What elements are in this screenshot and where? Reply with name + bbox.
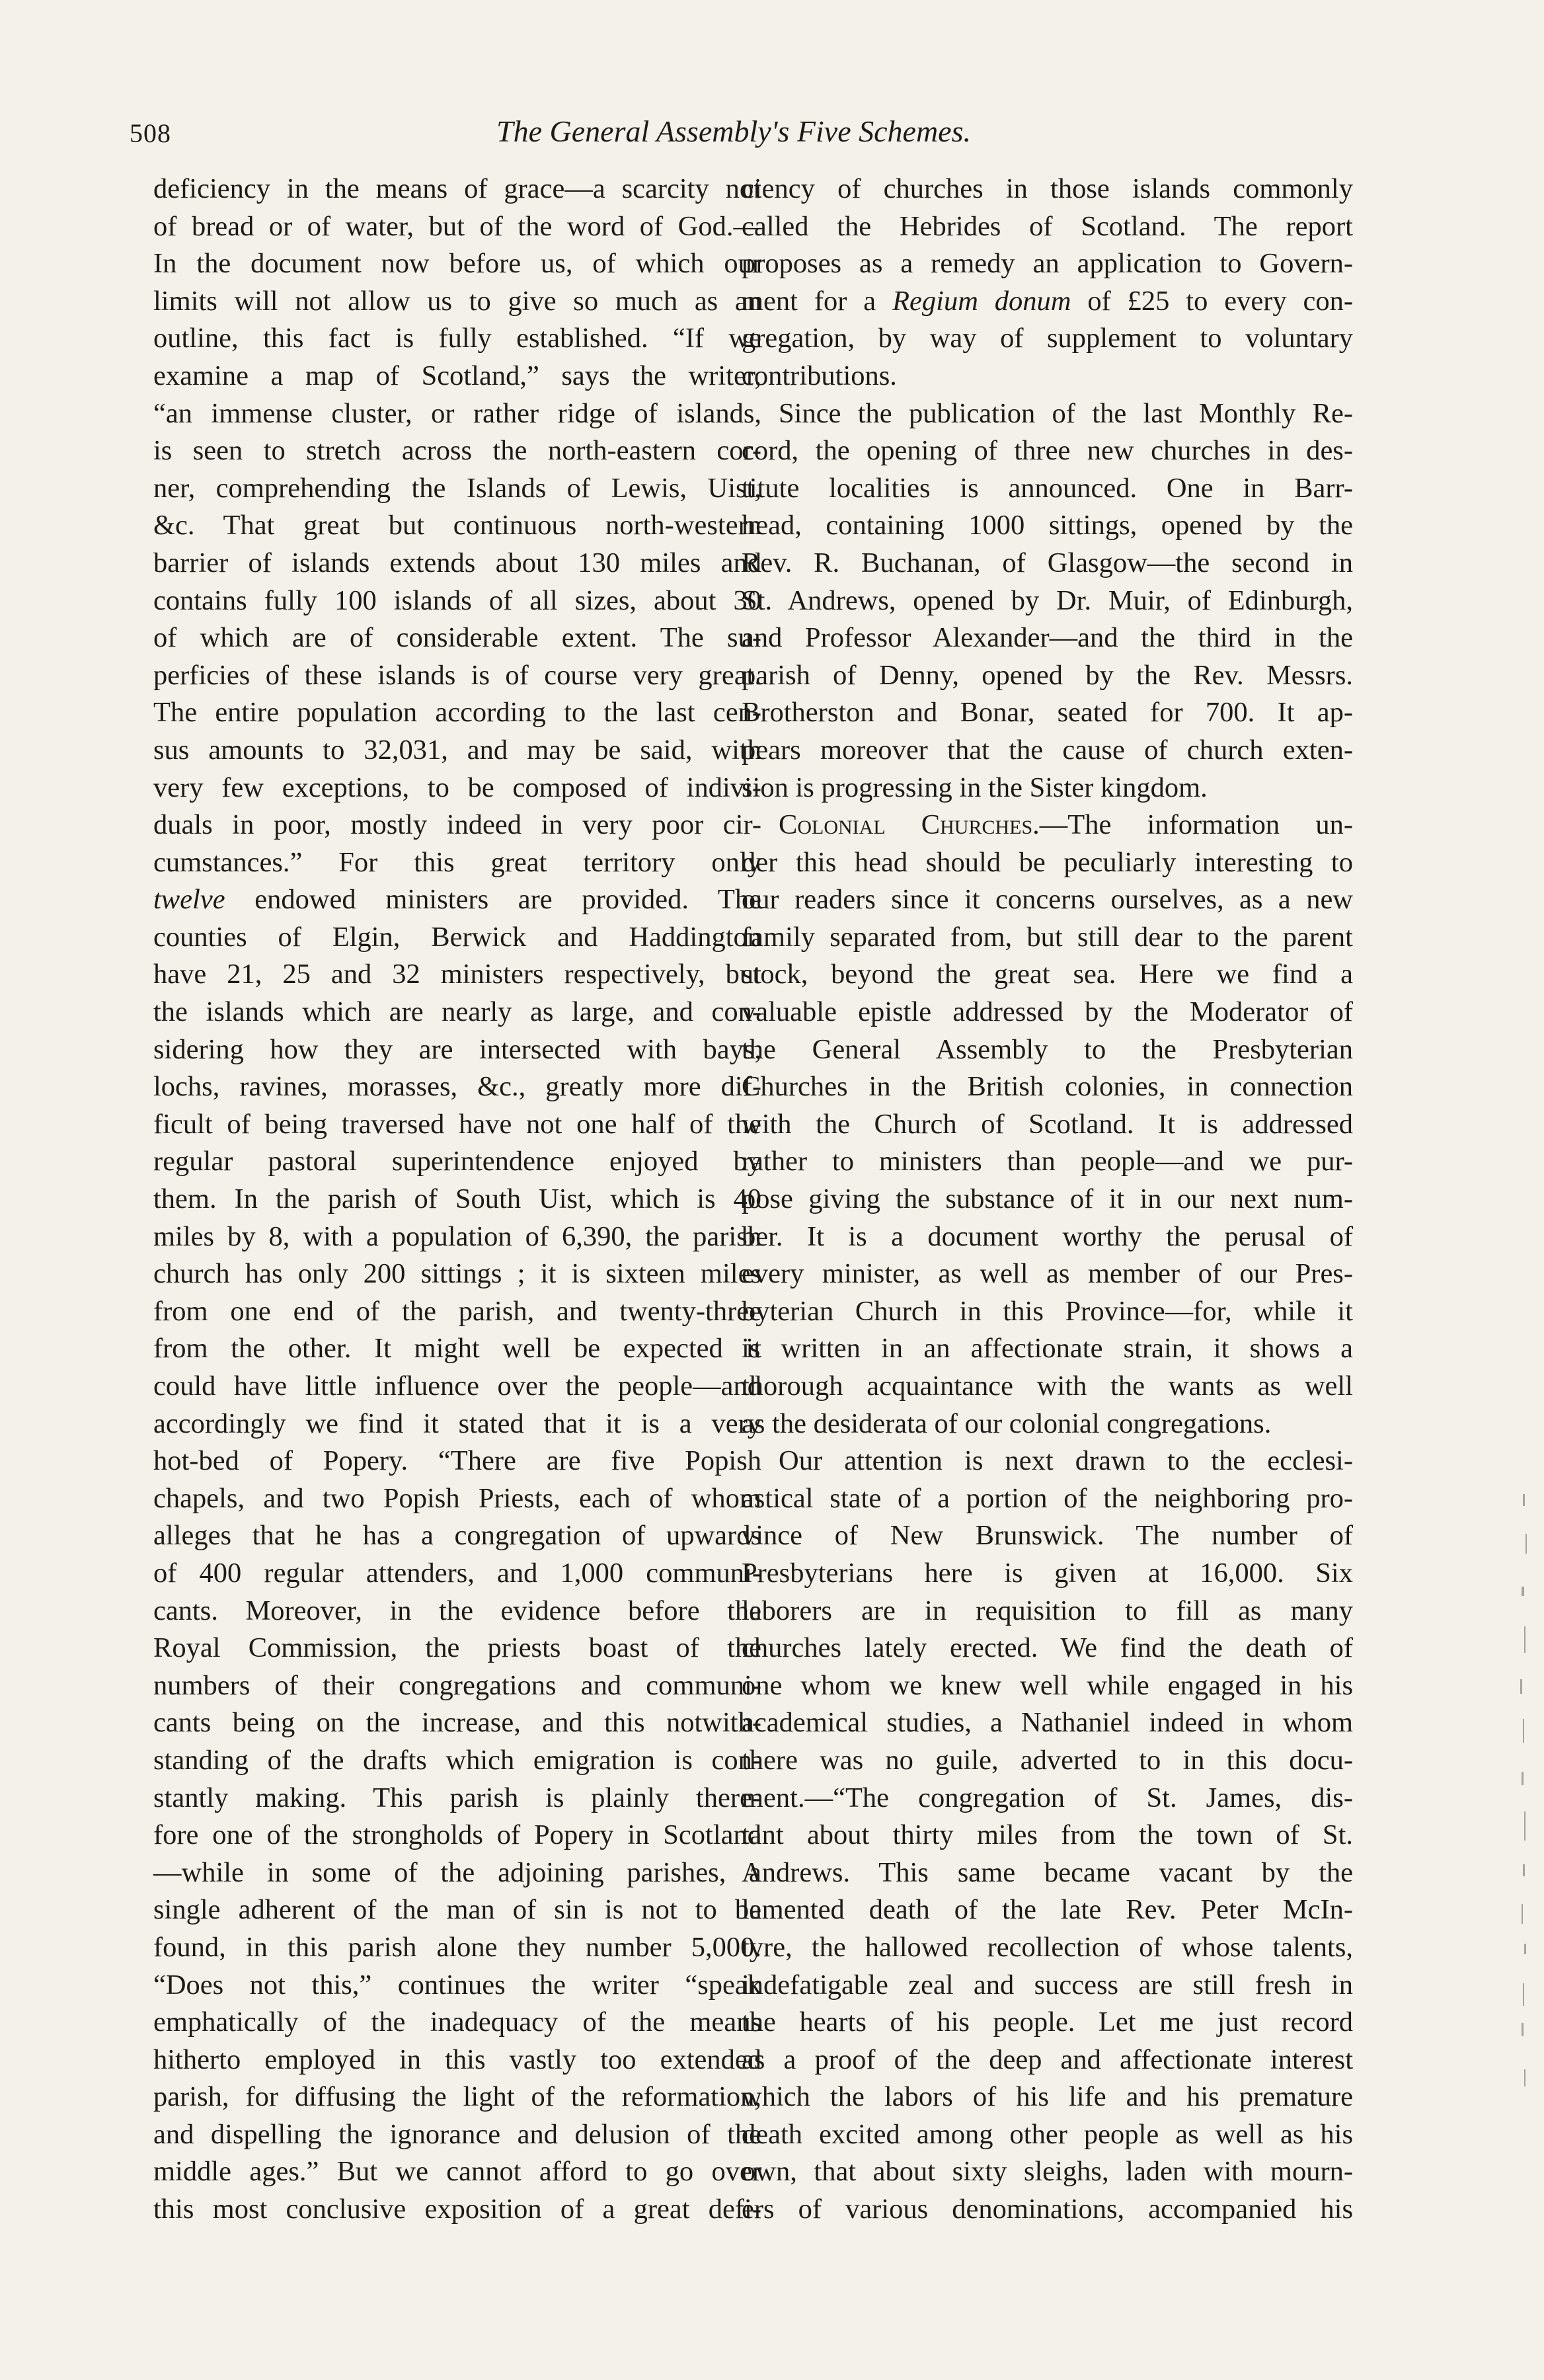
text-line: ber. It is a document worthy the perusal of bbox=[742, 1220, 1353, 1252]
text-line: der this head should be peculiarly interesting to bbox=[742, 846, 1353, 878]
text-line: pears moreover that the cause of church exten- bbox=[742, 734, 1353, 766]
text-line: outline, this fact is fully established. “If we bbox=[153, 323, 761, 354]
text-line: valuable epistle addressed by the Moderator of bbox=[742, 996, 1353, 1028]
text-line: thorough acquaintance with the wants as well bbox=[742, 1370, 1353, 1402]
text-line: &c. That great but continuous north-western bbox=[153, 510, 761, 541]
text-line: standing of the drafts which emigration is con- bbox=[153, 1744, 761, 1776]
text-line: numbers of their congregations and communi- bbox=[153, 1669, 761, 1701]
text-line: tant about thirty miles from the town of St. bbox=[742, 1819, 1353, 1851]
text-line: chapels, and two Popish Priests, each of whom bbox=[153, 1482, 761, 1514]
text-line: twelve endowed ministers are provided. The bbox=[153, 884, 761, 916]
text-line: ment for a Regium donum of £25 to every con- bbox=[742, 285, 1353, 317]
text-line: Presbyterians here is given at 16,000. Six bbox=[742, 1557, 1353, 1589]
text-line: is seen to stretch across the north-eastern cor- bbox=[153, 435, 761, 467]
text-line: pose giving the substance of it in our next num- bbox=[742, 1183, 1353, 1215]
text-line: contributions. bbox=[742, 360, 897, 391]
text-line: and Professor Alexander—and the third in the bbox=[742, 622, 1353, 654]
text-line: every minister, as well as member of our Pres- bbox=[742, 1258, 1353, 1290]
text-line: Our attention is next drawn to the ecclesi- bbox=[779, 1445, 1353, 1477]
text-line: miles by 8, with a population of 6,390, the parish bbox=[153, 1220, 761, 1252]
text-line: Andrews. This same became vacant by the bbox=[742, 1856, 1353, 1888]
text-line: lochs, ravines, morasses, &c., greatly more dif- bbox=[153, 1071, 761, 1103]
text-line: proposes as a remedy an application to Govern- bbox=[742, 248, 1353, 280]
text-line: very few exceptions, to be composed of indivi- bbox=[153, 772, 761, 803]
text-line: emphatically of the inadequacy of the means bbox=[153, 2006, 761, 2038]
text-line: tyre, the hallowed recollection of whose talents, bbox=[742, 1931, 1353, 1963]
text-line: sion is progressing in the Sister kingdom. bbox=[742, 772, 1208, 803]
text-line: —while in some of the adjoining parishes, a bbox=[153, 1856, 761, 1888]
text-line: sidering how they are intersected with bays, bbox=[153, 1033, 761, 1065]
text-line: gregation, by way of supplement to voluntary bbox=[742, 323, 1353, 354]
text-line: vince of New Brunswick. The number of bbox=[742, 1520, 1353, 1552]
text-line: could have little influence over the people—and bbox=[153, 1370, 761, 1402]
text-line: called the Hebrides of Scotland. The report bbox=[742, 210, 1353, 242]
text-line: duals in poor, mostly indeed in very poor cir- bbox=[153, 809, 761, 841]
text-line: ner, comprehending the Islands of Lewis, Uist, bbox=[153, 472, 761, 504]
text-line: hitherto employed in this vastly too extended bbox=[153, 2043, 761, 2075]
text-line: “Does not this,” continues the writer “speak bbox=[153, 1969, 761, 2001]
text-line: rather to ministers than people—and we pur- bbox=[742, 1146, 1353, 1177]
text-line: Since the publication of the last Monthly Re- bbox=[779, 397, 1353, 429]
right-column bbox=[742, 171, 1353, 2229]
text-line: which the labors of his life and his premature bbox=[742, 2081, 1353, 2113]
text-line: barrier of islands extends about 130 miles and bbox=[153, 547, 761, 578]
text-line: perficies of these islands is of course very great. bbox=[153, 659, 761, 691]
text-line: the hearts of his people. Let me just record bbox=[742, 2006, 1353, 2038]
scan-edge-noise bbox=[1465, 1256, 1544, 2380]
text-line: regular pastoral superintendence enjoyed by bbox=[153, 1146, 761, 1177]
text-line: our readers since it concerns ourselves, as a new bbox=[742, 884, 1353, 916]
text-line: Rev. R. Buchanan, of Glasgow—the second in bbox=[742, 547, 1353, 578]
text-line: St. Andrews, opened by Dr. Muir, of Edinburgh, bbox=[742, 584, 1353, 616]
text-line: middle ages.” But we cannot afford to go over bbox=[153, 2156, 761, 2188]
text-line: churches lately erected. We find the death of bbox=[742, 1632, 1353, 1664]
text-line: the islands which are nearly as large, and con- bbox=[153, 996, 761, 1028]
text-line: stock, beyond the great sea. Here we find a bbox=[742, 959, 1353, 990]
text-line: ficult of being traversed have not one half of the bbox=[153, 1108, 761, 1140]
text-line: ciency of churches in those islands commonly bbox=[742, 173, 1353, 204]
text-line: parish, for diffusing the light of the reformation, bbox=[153, 2081, 761, 2113]
page-number: 508 bbox=[130, 118, 171, 148]
text-line: lamented death of the late Rev. Peter McIn- bbox=[742, 1894, 1353, 1926]
text-line: fore one of the strongholds of Popery in Scotland bbox=[153, 1819, 761, 1851]
text-line: examine a map of Scotland,” says the writer, bbox=[153, 360, 761, 391]
text-line: counties of Elgin, Berwick and Haddington bbox=[153, 921, 761, 953]
text-line: accordingly we find it stated that it is a very bbox=[153, 1408, 761, 1439]
text-line: The entire population according to the last cen- bbox=[153, 697, 761, 729]
text-line: ment.—“The congregation of St. James, dis- bbox=[742, 1782, 1353, 1813]
text-line: of which are of considerable extent. The su- bbox=[153, 622, 761, 654]
text-line: there was no guile, adverted to in this docu- bbox=[742, 1744, 1353, 1776]
text-line: as the desiderata of our colonial congregations. bbox=[742, 1408, 1272, 1439]
text-line: is written in an affectionate strain, it shows a bbox=[742, 1333, 1353, 1365]
text-line: head, containing 1000 sittings, opened by the bbox=[742, 510, 1353, 541]
text-line: this most conclusive exposition of a great defi- bbox=[153, 2194, 761, 2225]
text-line: from the other. It might well be expected it bbox=[153, 1333, 761, 1365]
text-line: church has only 200 sittings ; it is sixteen miles bbox=[153, 1258, 761, 1290]
text-line: of bread or of water, but of the word of God.— bbox=[153, 210, 761, 242]
text-line: limits will not allow us to give so much as an bbox=[153, 285, 761, 317]
text-line: found, in this parish alone they number 5,000. bbox=[153, 1931, 761, 1963]
text-line: cord, the opening of three new churches in des- bbox=[742, 435, 1353, 467]
text-line: one whom we knew well while engaged in his bbox=[742, 1669, 1353, 1701]
text-line: cumstances.” For this great territory only bbox=[153, 846, 761, 878]
text-line: have 21, 25 and 32 ministers respectively, but bbox=[153, 959, 761, 990]
text-line: byterian Church in this Province—for, while it bbox=[742, 1295, 1353, 1327]
text-line: academical studies, a Nathaniel indeed in whom bbox=[742, 1707, 1353, 1739]
text-line: with the Church of Scotland. It is addressed bbox=[742, 1108, 1353, 1140]
text-line: own, that about sixty sleighs, laden with mourn- bbox=[742, 2156, 1353, 2188]
text-line: Colonial Churches.—The information un- bbox=[779, 809, 1353, 841]
text-line: of 400 regular attenders, and 1,000 communi- bbox=[153, 1557, 761, 1589]
text-line: alleges that he has a congregation of upwards bbox=[153, 1520, 761, 1552]
text-line: Brotherston and Bonar, seated for 700. It ap- bbox=[742, 697, 1353, 729]
text-line: laborers are in requisition to fill as many bbox=[742, 1595, 1353, 1626]
text-line: ers of various denominations, accompanied his bbox=[742, 2194, 1353, 2225]
left-column bbox=[153, 171, 761, 2229]
text-line: deficiency in the means of grace—a scarcity not bbox=[153, 173, 761, 204]
text-line: death excited among other people as well as his bbox=[742, 2118, 1353, 2150]
text-line: the General Assembly to the Presbyterian bbox=[742, 1033, 1353, 1065]
text-line: as a proof of the deep and affectionate interest bbox=[742, 2043, 1353, 2075]
text-line: and dispelling the ignorance and delusion of the bbox=[153, 2118, 761, 2150]
text-line: Churches in the British colonies, in connection bbox=[742, 1071, 1353, 1103]
running-head: The General Assembly's Five Schemes. bbox=[496, 114, 971, 148]
text-line: In the document now before us, of which our bbox=[153, 248, 761, 280]
text-line: sus amounts to 32,031, and may be said, with bbox=[153, 734, 761, 766]
text-line: stantly making. This parish is plainly there- bbox=[153, 1782, 761, 1813]
text-line: titute localities is announced. One in Barr- bbox=[742, 472, 1353, 504]
text-line: hot-bed of Popery. “There are five Popish bbox=[153, 1445, 761, 1477]
text-line: indefatigable zeal and success are still fresh in bbox=[742, 1969, 1353, 2001]
text-line: cants. Moreover, in the evidence before the bbox=[153, 1595, 761, 1626]
text-line: them. In the parish of South Uist, which is 40 bbox=[153, 1183, 761, 1215]
text-line: Royal Commission, the priests boast of the bbox=[153, 1632, 761, 1664]
text-line: cants being on the increase, and this notwith- bbox=[153, 1707, 761, 1739]
text-line: astical state of a portion of the neighboring pro- bbox=[742, 1482, 1353, 1514]
text-line: contains fully 100 islands of all sizes, about 30 bbox=[153, 584, 761, 616]
text-line: parish of Denny, opened by the Rev. Messrs. bbox=[742, 659, 1353, 691]
text-line: single adherent of the man of sin is not to be bbox=[153, 1894, 761, 1926]
text-line: family separated from, but still dear to the parent bbox=[742, 921, 1353, 953]
text-line: from one end of the parish, and twenty-three bbox=[153, 1295, 761, 1327]
text-line: “an immense cluster, or rather ridge of islands, bbox=[153, 397, 761, 429]
